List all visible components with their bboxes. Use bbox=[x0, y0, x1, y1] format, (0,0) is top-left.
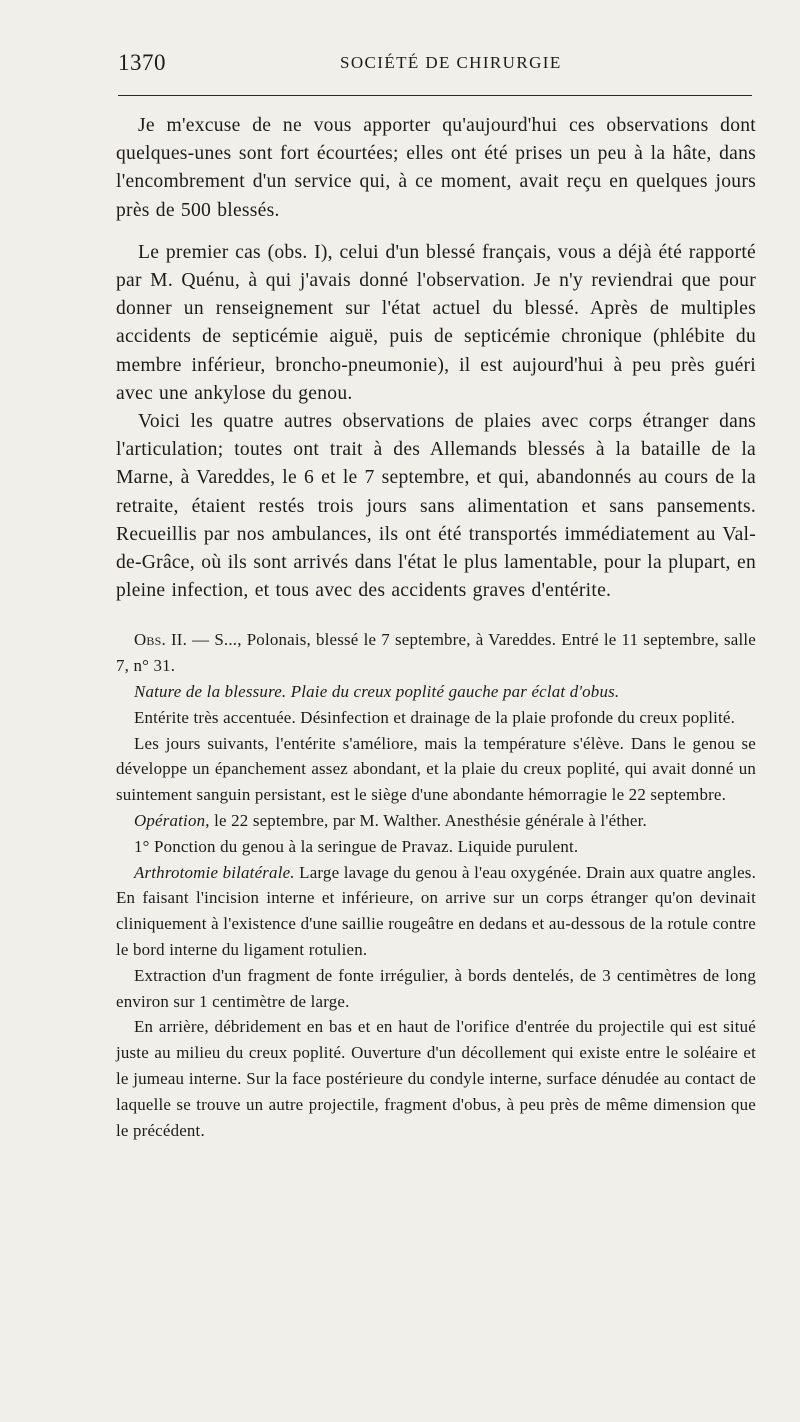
observation-posterior: En arrière, débridement en bas et en haut de l'orifice d'entrée du projectile qui est situé juste au milieu du creux poplité. Ouverture d'un décollement qui existe entre le soléaire et le jumeau interne. Sur la face postérieure du condyle interne, surface dénudée au contact de laquelle se trouve un autre projectile, fragment d'obus, à peu près de même dimension que le précédent. bbox=[116, 1017, 756, 1140]
page-header bbox=[118, 50, 754, 80]
operation-text: le 22 septembre, par M. Walther. Anesthésie générale à l'éther. bbox=[209, 811, 647, 831]
paragraph-excuse: Je m'excuse de ne vous apporter qu'aujourd'hui ces observations dont quelques-unes sont fort écourtées; elles ont été prises un peu à la hâte, dans l'encombrement d'un service qui, à ce moment, avait reçu en quelques jours près de 500 blessés. bbox=[116, 115, 756, 221]
observation-label: Obs. II. bbox=[134, 630, 188, 650]
observation-operation bbox=[116, 808, 756, 834]
observation-following-days: Les jours suivants, l'entérite s'améliore, mais la température s'élève. Dans le genou se développe un épanchement assez abondant, et la plaie du creux poplité, qui avait donné un suintement sanguin persistant, est le siège d'une abondante hémorragie le 22 septembre. bbox=[116, 733, 756, 805]
operation-label: Opération, bbox=[134, 811, 210, 831]
wound-nature: Nature de la blessure. Plaie du creux poplité gauche par éclat d'obus. bbox=[134, 682, 620, 702]
observation-puncture: 1° Ponction du genou à la seringue de Pravaz. Liquide purulent. bbox=[134, 836, 579, 856]
running-head: SOCIÉTÉ DE CHIRURGIE bbox=[340, 53, 562, 72]
observation-intro-text: — S..., Polonais, blessé le 7 septembre, à Vareddes. Entré le 11 septembre, salle 7, n° 31. bbox=[116, 630, 756, 676]
paragraph-other-observations: Voici les quatre autres observations de plaies avec corps étranger dans l'articulation; toutes ont trait à des Allemands blessés à la bataille de la Marne, à Vareddes, le 6 et le 7 septembre, et qui, abandonnés au cours de la retraite, étaient restés trois jours sans alimentation et sans pansements. Recueillis par nos ambulances, ils ont été transportés immédiatement au Val-de-Grâce, où ils sont arrivés dans l'état le plus lamentable, pour la plupart, en pleine infection, et tous avec des accidents graves d'entérite. bbox=[116, 411, 756, 602]
page-number: 1370 bbox=[118, 50, 166, 75]
observation-enteritis: Entérite très accentuée. Désinfection et drainage de la plaie profonde du creux poplité. bbox=[134, 707, 736, 727]
arthrotomy-text: Large lavage du genou à l'eau oxygénée. Drain aux quatre angles. En faisant l'incision interne et inférieure, on arrive sur un corps étranger qu'on devinait cliniquement à l'existence d'une saillie rougeâtre en dedans et au-dessous de la rotule contre le bord interne du ligament rotulien. bbox=[116, 862, 756, 960]
paragraph-first-case: Le premier cas (obs. I), celui d'un blessé français, vous a déjà été rapporté par M. Quénu, à qui j'avais donné l'observation. Je n'y reviendrai que pour donner un renseignement sur l'état actuel du blessé. Après de multiples accidents de septicémie aiguë, puis de septicémie chronique (phlébite du membre inférieur, broncho-pneumonie), il est aujourd'hui à peu près guéri avec une ankylose du genou. bbox=[116, 241, 756, 404]
observation-arthrotomy bbox=[116, 860, 756, 963]
observation-intro bbox=[116, 627, 756, 679]
arthrotomy-label: Arthrotomie bilatérale. bbox=[134, 862, 295, 882]
observation-ii bbox=[116, 627, 756, 1143]
observation-extraction: Extraction d'un fragment de fonte irrégulier, à bords dentelés, de 3 centimètres de long environ sur 1 centimètre de large. bbox=[116, 965, 756, 1011]
page-body bbox=[116, 112, 756, 1143]
header-rule bbox=[118, 95, 752, 96]
